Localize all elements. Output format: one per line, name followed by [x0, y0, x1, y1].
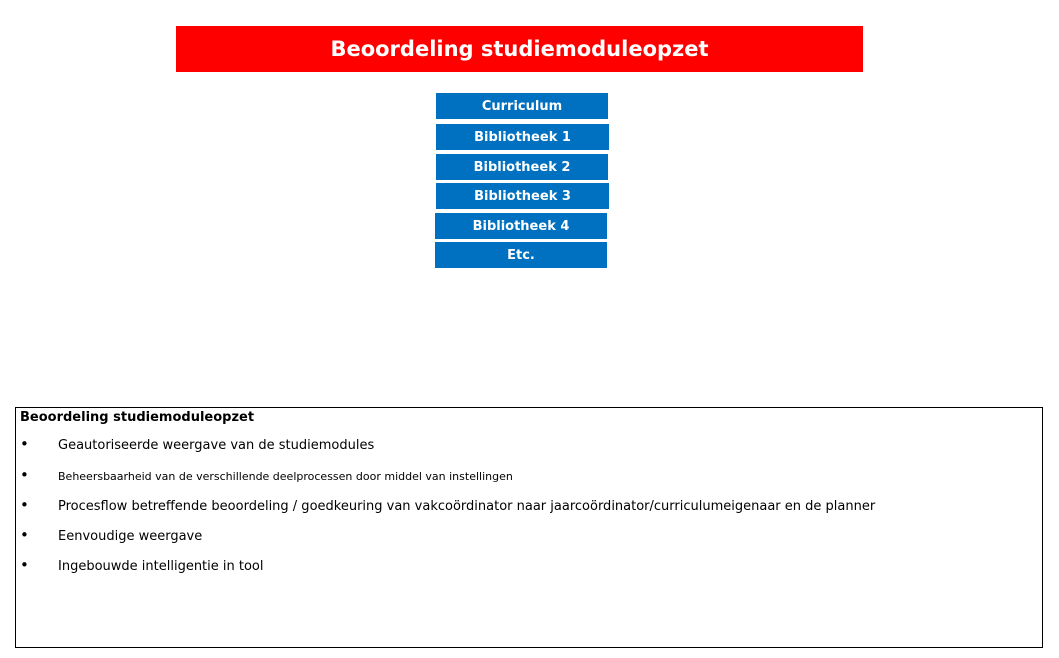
page-title: Beoordeling studiemoduleopzet	[176, 26, 863, 72]
bullet-icon: •	[20, 466, 29, 484]
etc-button[interactable]: Etc.	[435, 242, 607, 268]
description-heading: Beoordeling studiemoduleopzet	[20, 410, 255, 425]
bullet-icon: •	[20, 526, 29, 544]
bullet-icon: •	[20, 496, 29, 514]
description-panel	[15, 407, 1043, 648]
bullet-icon: •	[20, 435, 29, 453]
list-item-text: Procesflow betreffende beoordeling / goedkeuring van vakcoördinator naar jaarcoördinator/curriculumeigenaar en de planner	[58, 499, 876, 514]
list-item-text: Beheersbaarheid van de verschillende deelprocessen door middel van instellingen	[58, 470, 513, 483]
bibliotheek-1-button[interactable]: Bibliotheek 1	[436, 124, 609, 150]
list-item-text: Ingebouwde intelligentie in tool	[58, 559, 264, 574]
bullet-icon: •	[20, 556, 29, 574]
list-item-text: Eenvoudige weergave	[58, 529, 203, 544]
list-item-text: Geautoriseerde weergave van de studiemodules	[58, 438, 375, 453]
curriculum-button[interactable]: Curriculum	[436, 93, 608, 119]
bibliotheek-3-button[interactable]: Bibliotheek 3	[436, 183, 609, 209]
bibliotheek-4-button[interactable]: Bibliotheek 4	[435, 213, 607, 239]
bibliotheek-2-button[interactable]: Bibliotheek 2	[436, 154, 608, 180]
